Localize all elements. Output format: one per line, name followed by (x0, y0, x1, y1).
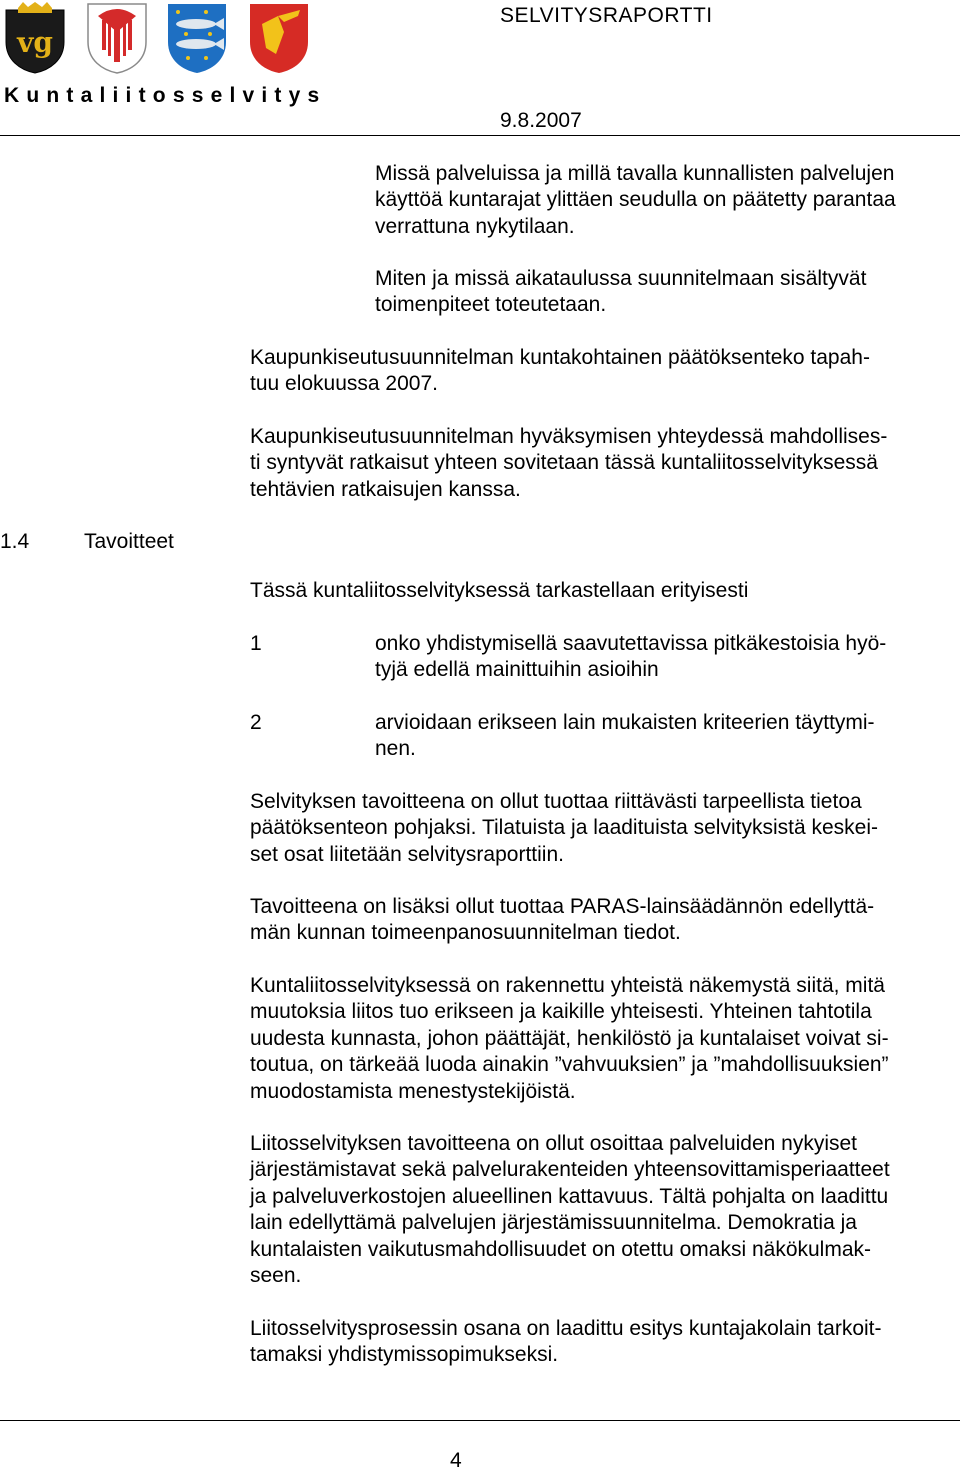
paragraph (375, 161, 896, 240)
paragraph (250, 424, 887, 503)
text-line: päätöksenteon pohjaksi. Tilatuista ja laadituista selvityksistä keskei- (250, 816, 878, 840)
list-number: 1 (250, 632, 262, 655)
text-line: toimenpiteet toteutetaan. (375, 293, 607, 317)
text-line: set osat liitetään selvitysraporttiin. (250, 842, 564, 866)
text-line: uudesta kunnasta, johon päättäjät, henkilöstö ja kuntalaiset voivat si- (250, 1026, 889, 1050)
text-line: Kaupunkiseutusuunnitelman hyväksymisen yhteydessä mahdollises- (250, 425, 888, 448)
text-line: tehtävien ratkaisujen kanssa. (250, 477, 521, 501)
text-line: Kaupunkiseutusuunnitelman kuntakohtainen päätöksenteko tapah- (250, 346, 870, 369)
section-number: 1.4 (0, 530, 30, 553)
text-line: kuntalaisten vaikutusmahdollisuudet on otettu omaksi näkökulmak- (250, 1237, 872, 1261)
header-divider (0, 135, 960, 136)
paragraph (250, 1316, 882, 1369)
section-intro: Tässä kuntaliitosselvityksessä tarkastellaan erityisesti (250, 579, 749, 602)
text-line: nen. (375, 737, 416, 761)
blue-fish-crest-icon (166, 2, 228, 74)
footer-divider (0, 1420, 960, 1421)
list-item (375, 710, 875, 763)
text-line: seen. (250, 1264, 302, 1288)
paragraph (375, 266, 866, 319)
text-line: Selvityksen tavoitteena on ollut tuottaa riittävästi tarpeellista tietoa (250, 790, 862, 813)
text-line: onko yhdistymisellä saavutettavissa pitkäkestoisia hyö- (375, 632, 887, 655)
text-line: tamaksi yhdistymissopimukseksi. (250, 1343, 559, 1367)
text-line: Liitosselvitysprosessin osana on laadittu esitys kuntajakolain tarkoit- (250, 1317, 882, 1340)
text-line: arvioidaan erikseen lain mukaisten kriteerien täyttymi- (375, 711, 875, 734)
text-line: Liitosselvityksen tavoitteena on ollut osoittaa palveluiden nykyiset (250, 1132, 858, 1155)
svg-text:vg: vg (17, 26, 53, 59)
text-line: Missä palveluissa ja millä tavalla kunnallisten palvelujen (375, 162, 895, 185)
text-line: muutoksia liitos tuo erikseen ja kaikille yhteisesti. Yhteinen tahtotila (250, 1000, 872, 1024)
red-tree-crest-icon (86, 2, 148, 74)
page-number: 4 (450, 1449, 462, 1472)
text-line: Tavoitteena on lisäksi ollut tuottaa PARAS-lainsäädännön edellyttä- (250, 895, 875, 918)
paragraph (250, 894, 874, 947)
text-line: käyttöä kuntarajat ylittäen seudulla on päätetty parantaa (375, 188, 896, 212)
document-type: SELVITYSRAPORTTI (500, 4, 713, 27)
text-line: verrattuna nykytilaan. (375, 214, 575, 238)
list-number: 2 (250, 711, 262, 734)
section-title: Tavoitteet (84, 530, 174, 553)
paragraph (250, 973, 889, 1105)
text-line: tyjä edellä mainittuihin asioihin (375, 658, 659, 682)
text-line: järjestämistavat sekä palvelurakenteiden yhteensovittamisperiaatteet (250, 1158, 890, 1182)
red-yellow-crest-icon (248, 2, 310, 74)
paragraph (250, 789, 878, 868)
text-line: Kuntaliitosselvityksessä on rakennettu yhteistä näkemystä siitä, mitä (250, 974, 885, 997)
organization-title: Kuntaliitosselvitys (4, 84, 327, 107)
text-line: Miten ja missä aikataulussa suunnitelmaan sisältyvät (375, 267, 867, 290)
list-item (375, 631, 886, 684)
paragraph (250, 1131, 890, 1289)
vg-crown-crest-icon (4, 2, 66, 74)
text-line: muodostamista menestystekijöistä. (250, 1079, 576, 1103)
text-line: tuu elokuussa 2007. (250, 372, 438, 396)
text-line: ti syntyvät ratkaisut yhteen sovitetaan tässä kuntaliitosselvityksessä (250, 451, 878, 475)
document-date: 9.8.2007 (500, 109, 582, 132)
text-line: lain edellyttämä palvelujen järjestämissuunnitelma. Demokratia ja (250, 1211, 857, 1235)
paragraph (250, 345, 870, 398)
text-line: ja palveluverkostojen alueellinen kattavuus. Tältä pohjalta on laadittu (250, 1184, 889, 1208)
text-line: män kunnan toimeenpanosuunnitelman tiedot. (250, 921, 681, 945)
text-line: toutua, on tärkeää luoda ainakin ”vahvuuksien” ja ”mahdollisuuksien” (250, 1053, 889, 1077)
